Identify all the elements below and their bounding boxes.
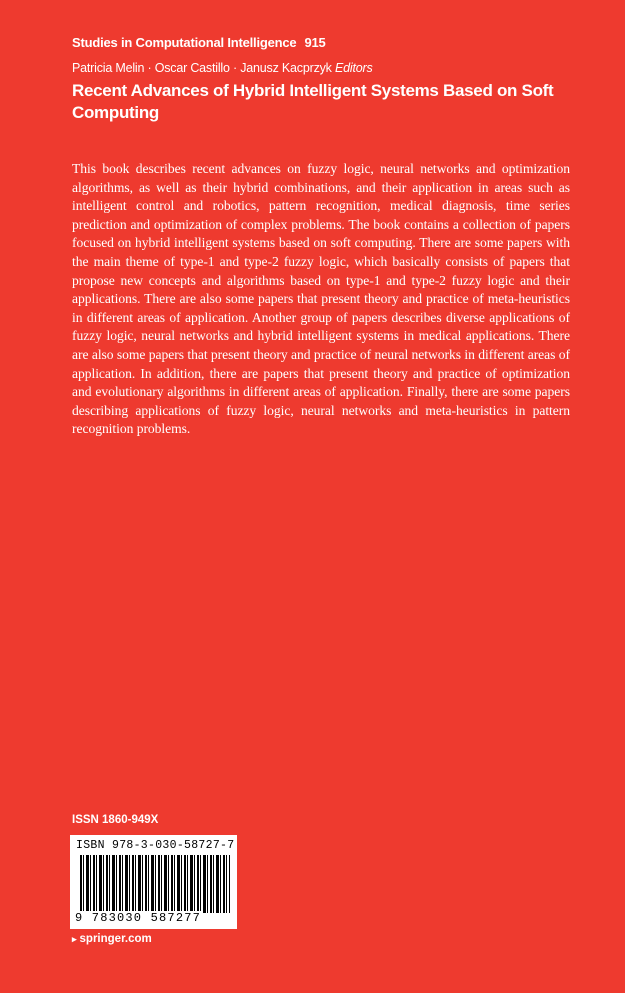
isbn-label: ISBN 978-3-030-58727-7: [76, 839, 235, 852]
barcode-digits: 9 783030 587277: [75, 911, 202, 925]
arrow-icon: ▸: [72, 934, 77, 944]
issn-label: ISSN 1860-949X: [72, 814, 159, 826]
website-label: springer.com: [79, 933, 152, 945]
editor-names: Patricia Melin · Oscar Castillo · Janusz Kacprzyk: [72, 61, 332, 75]
book-title: Recent Advances of Hybrid Intelligent Systems Based on Soft Computing: [72, 81, 554, 122]
barcode: [70, 835, 237, 929]
series-name: Studies in Computational Intelligence: [72, 35, 297, 50]
series-line: [72, 35, 326, 50]
publisher-website[interactable]: [72, 933, 152, 945]
book-description: This book describes recent advances on fuzzy logic, neural networks and optimization algorithms, as well as their hybrid combinations, and their application in areas such as intelligent control and robotics, pattern recognition, medical diagnosis, time series prediction and optimization of complex problems. The book contains a collection of papers focused on hybrid intelligent systems based on soft computing. There are some papers with the main theme of type-1 and type-2 fuzzy logic, which basically consists of papers that propose new concepts and algorithms based on type-1 and type-2 fuzzy logic and their applications. There are also some papers that present theory and practice of meta-heuristics in different areas of application. Another group of papers describes diverse applications of fuzzy logic, neural networks and hybrid intelligent systems in medical applications. There are also some papers that present theory and practice of neural networks in different areas of application. In addition, there are papers that present theory and practice of optimization and evolutionary algorithms in different areas of application. Finally, there are some papers describing applications of fuzzy logic, neural networks and meta-heuristics in pattern recognition problems.: [72, 161, 570, 437]
editors-role: Editors: [335, 61, 373, 75]
editors-line: [72, 61, 373, 75]
series-number: 915: [304, 35, 326, 50]
barcode-bars: [80, 855, 230, 913]
